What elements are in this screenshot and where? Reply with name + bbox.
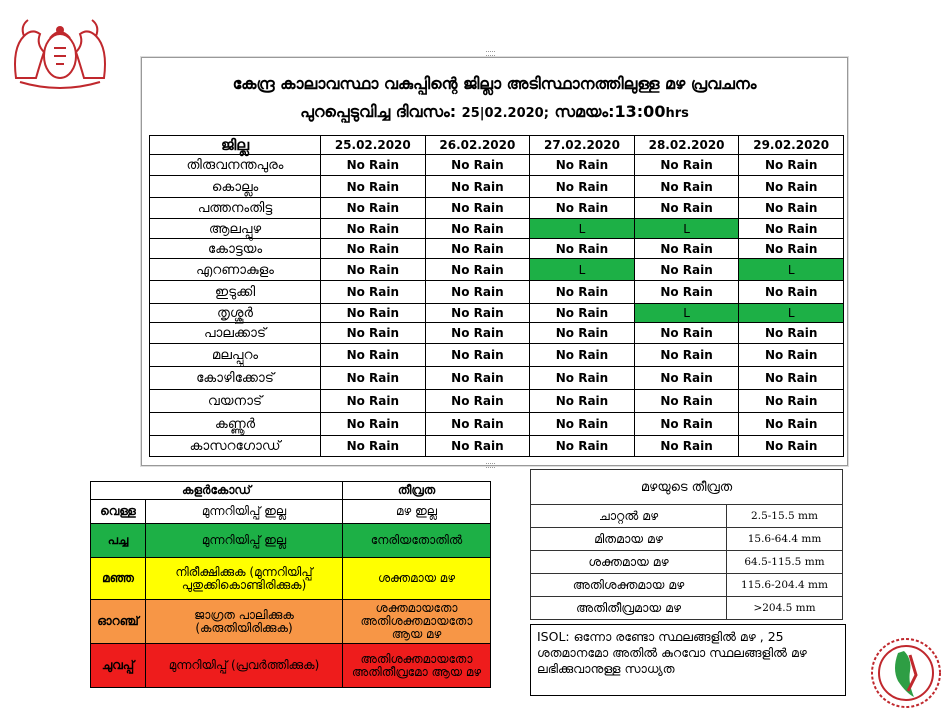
intensity-label: അതിതീവ്രമായ മഴ: [531, 597, 727, 620]
forecast-cell: No Rain: [739, 281, 844, 304]
forecast-table: [149, 135, 844, 457]
intensity-row: [531, 528, 843, 551]
forecast-cell: No Rain: [425, 436, 530, 457]
intensity-range: 64.5-115.5 mm: [727, 551, 843, 574]
forecast-cell: No Rain: [530, 413, 635, 436]
forecast-cell: No Rain: [321, 155, 426, 176]
forecast-cell: No Rain: [321, 323, 426, 344]
forecast-cell: No Rain: [530, 436, 635, 457]
forecast-cell: No Rain: [321, 259, 426, 281]
date-header: 27.02.2020: [530, 136, 635, 155]
colorcode-name: ഓറഞ്ച്: [91, 600, 146, 644]
forecast-cell: L: [739, 304, 844, 323]
colorcode-intensity: ശക്തമായതോ അതിശക്തമായതോ ആയ മഴ: [343, 600, 491, 644]
forecast-cell: No Rain: [530, 367, 635, 390]
intensity-row: [531, 505, 843, 528]
isol-note: ISOL: ഒന്നോ രണ്ടോ സ്ഥലങ്ങളിൽ മഴ , 25 ശതമാനമോ അതിൽ കുറവോ സ്ഥലങ്ങളിൽ മഴ ലഭിക്കുവാനുള്ള സാധ്യത: [530, 624, 846, 696]
district-name: കോട്ടയം: [150, 239, 321, 259]
intensity-range: 115.6-204.4 mm: [727, 574, 843, 597]
forecast-cell: No Rain: [321, 390, 426, 413]
date-header: 26.02.2020: [425, 136, 530, 155]
forecast-row: [150, 344, 844, 367]
forecast-cell: No Rain: [634, 198, 739, 219]
colorcode-intensity: അതിശക്തമായതോ അതിതീവ്രമോ ആയ മഴ: [343, 644, 491, 688]
intensity-label: അതിശക്തമായ മഴ: [531, 574, 727, 597]
time-unit: hrs: [665, 106, 689, 121]
intensity-row: [531, 574, 843, 597]
forecast-cell: No Rain: [634, 344, 739, 367]
issued-label: പുറപ്പെടുവിച്ച ദിവസം:: [300, 102, 457, 121]
forecast-cell: No Rain: [321, 219, 426, 239]
colorcode-meaning: മുന്നറിയിപ്പ് ഇല്ല: [146, 524, 343, 558]
forecast-row: [150, 176, 844, 198]
forecast-cell: No Rain: [530, 304, 635, 323]
colorcode-meaning: മുന്നറിയിപ്പ് ഇല്ല: [146, 500, 343, 524]
forecast-cell: No Rain: [739, 413, 844, 436]
forecast-row: [150, 323, 844, 344]
forecast-cell: No Rain: [321, 176, 426, 198]
forecast-row: [150, 219, 844, 239]
colorcode-row: [91, 600, 491, 644]
forecast-cell: No Rain: [321, 281, 426, 304]
forecast-cell: No Rain: [425, 155, 530, 176]
time-value: 13:00: [614, 102, 666, 121]
district-name: ആലപ്പുഴ: [150, 219, 321, 239]
forecast-cell: No Rain: [530, 323, 635, 344]
forecast-cell: No Rain: [739, 219, 844, 239]
forecast-cell: L: [739, 259, 844, 281]
forecast-cell: No Rain: [425, 219, 530, 239]
district-name: കാസറഗോഡ്: [150, 436, 321, 457]
forecast-cell: No Rain: [739, 323, 844, 344]
colorcode-name: ചുവപ്പ്: [91, 644, 146, 688]
forecast-row: [150, 436, 844, 457]
forecast-cell: No Rain: [530, 390, 635, 413]
forecast-cell: No Rain: [634, 259, 739, 281]
intensity-row: [531, 551, 843, 574]
forecast-panel: [141, 57, 848, 466]
forecast-cell: No Rain: [530, 344, 635, 367]
forecast-cell: No Rain: [634, 413, 739, 436]
colorcode-name: മഞ്ഞ: [91, 558, 146, 600]
colorcode-intensity-header: തീവ്രത: [343, 482, 491, 500]
colorcode-header: കളർകോഡ്: [91, 482, 343, 500]
forecast-cell: No Rain: [739, 155, 844, 176]
colorcode-intensity: മഴ ഇല്ല: [343, 500, 491, 524]
forecast-cell: L: [634, 219, 739, 239]
forecast-cell: No Rain: [739, 198, 844, 219]
forecast-subtitle: [142, 102, 847, 122]
forecast-cell: No Rain: [634, 436, 739, 457]
forecast-row: [150, 413, 844, 436]
colorcode-intensity: ശക്തമായ മഴ: [343, 558, 491, 600]
forecast-cell: No Rain: [634, 323, 739, 344]
district-name: കണ്ണൂർ: [150, 413, 321, 436]
forecast-cell: No Rain: [321, 367, 426, 390]
intensity-header: മഴയുടെ തീവ്രത: [531, 470, 843, 505]
forecast-cell: No Rain: [425, 239, 530, 259]
resize-handle-top[interactable]: [486, 51, 495, 56]
kerala-emblem-logo: [6, 8, 114, 92]
intensity-row: [531, 597, 843, 620]
intensity-range: 2.5-15.5 mm: [727, 505, 843, 528]
forecast-row: [150, 259, 844, 281]
forecast-row: [150, 304, 844, 323]
date-header: 29.02.2020: [739, 136, 844, 155]
forecast-cell: No Rain: [425, 344, 530, 367]
forecast-cell: No Rain: [425, 198, 530, 219]
district-header: ജില്ല: [150, 136, 321, 155]
district-name: തിരുവനന്തപുരം: [150, 155, 321, 176]
colorcode-intensity: നേരിയതോതിൽ: [343, 524, 491, 558]
colorcode-row: [91, 558, 491, 600]
forecast-cell: L: [530, 259, 635, 281]
forecast-cell: No Rain: [321, 413, 426, 436]
date-header: 28.02.2020: [634, 136, 739, 155]
forecast-cell: L: [530, 219, 635, 239]
colorcode-name: പച്ച: [91, 524, 146, 558]
forecast-cell: No Rain: [425, 281, 530, 304]
intensity-table: [530, 469, 843, 620]
forecast-row: [150, 281, 844, 304]
forecast-cell: No Rain: [425, 323, 530, 344]
intensity-label: മിതമായ മഴ: [531, 528, 727, 551]
issued-date: 25|02.2020;: [461, 106, 549, 121]
forecast-cell: No Rain: [321, 198, 426, 219]
ksdma-logo: [868, 635, 944, 711]
colorcode-meaning: നിരീക്ഷിക്കുക (മുന്നറിയിപ്പ് പുതുക്കികൊണ്ടിരിക്കുക): [146, 558, 343, 600]
intensity-label: ശക്തമായ മഴ: [531, 551, 727, 574]
forecast-cell: No Rain: [425, 367, 530, 390]
district-name: കൊല്ലം: [150, 176, 321, 198]
forecast-cell: No Rain: [739, 344, 844, 367]
district-name: വയനാട്: [150, 390, 321, 413]
forecast-cell: No Rain: [321, 436, 426, 457]
forecast-cell: No Rain: [530, 239, 635, 259]
colorcode-row: [91, 500, 491, 524]
district-name: എറണാകുളം: [150, 259, 321, 281]
forecast-cell: No Rain: [634, 155, 739, 176]
forecast-cell: No Rain: [739, 176, 844, 198]
forecast-cell: No Rain: [425, 390, 530, 413]
forecast-cell: No Rain: [530, 198, 635, 219]
forecast-cell: No Rain: [739, 239, 844, 259]
district-name: മലപ്പുറം: [150, 344, 321, 367]
forecast-cell: No Rain: [634, 176, 739, 198]
forecast-cell: No Rain: [634, 367, 739, 390]
colorcode-table: [90, 481, 491, 688]
forecast-cell: No Rain: [321, 304, 426, 323]
forecast-cell: No Rain: [425, 176, 530, 198]
district-name: ഇടുക്കി: [150, 281, 321, 304]
forecast-cell: No Rain: [425, 259, 530, 281]
forecast-cell: No Rain: [321, 344, 426, 367]
intensity-range: >204.5 mm: [727, 597, 843, 620]
forecast-cell: No Rain: [634, 239, 739, 259]
forecast-title: കേന്ദ്ര കാലാവസ്ഥാ വകുപ്പിന്റെ ജില്ലാ അടിസ്ഥാനത്തിലുള്ള മഴ പ്രവചനം: [232, 74, 757, 93]
forecast-row: [150, 367, 844, 390]
time-label: സമയം:: [554, 102, 615, 121]
colorcode-meaning: ജാഗ്രത പാലിക്കുക (കരുതിയിരിക്കുക): [146, 600, 343, 644]
forecast-row: [150, 198, 844, 219]
forecast-row: [150, 155, 844, 176]
forecast-cell: No Rain: [425, 304, 530, 323]
forecast-cell: No Rain: [634, 390, 739, 413]
intensity-range: 15.6-64.4 mm: [727, 528, 843, 551]
district-name: പാലക്കാട്: [150, 323, 321, 344]
forecast-cell: No Rain: [739, 390, 844, 413]
forecast-cell: No Rain: [321, 239, 426, 259]
colorcode-meaning: മുന്നറിയിപ്പ് (പ്രവർത്തിക്കുക): [146, 644, 343, 688]
forecast-cell: L: [634, 304, 739, 323]
forecast-header-row: [150, 136, 844, 155]
forecast-cell: No Rain: [739, 367, 844, 390]
district-name: പത്തനംതിട്ട: [150, 198, 321, 219]
date-header: 25.02.2020: [321, 136, 426, 155]
resize-handle-bottom[interactable]: [486, 463, 495, 468]
forecast-cell: No Rain: [739, 436, 844, 457]
intensity-label: ചാറ്റൽ മഴ: [531, 505, 727, 528]
district-name: കോഴിക്കോട്: [150, 367, 321, 390]
forecast-cell: No Rain: [530, 176, 635, 198]
forecast-cell: No Rain: [425, 413, 530, 436]
colorcode-name: വെള്ള: [91, 500, 146, 524]
forecast-cell: No Rain: [530, 155, 635, 176]
district-name: തൃശ്ശൂർ: [150, 304, 321, 323]
forecast-cell: No Rain: [530, 281, 635, 304]
colorcode-row: [91, 644, 491, 688]
colorcode-row: [91, 524, 491, 558]
forecast-cell: No Rain: [634, 281, 739, 304]
forecast-row: [150, 239, 844, 259]
forecast-row: [150, 390, 844, 413]
